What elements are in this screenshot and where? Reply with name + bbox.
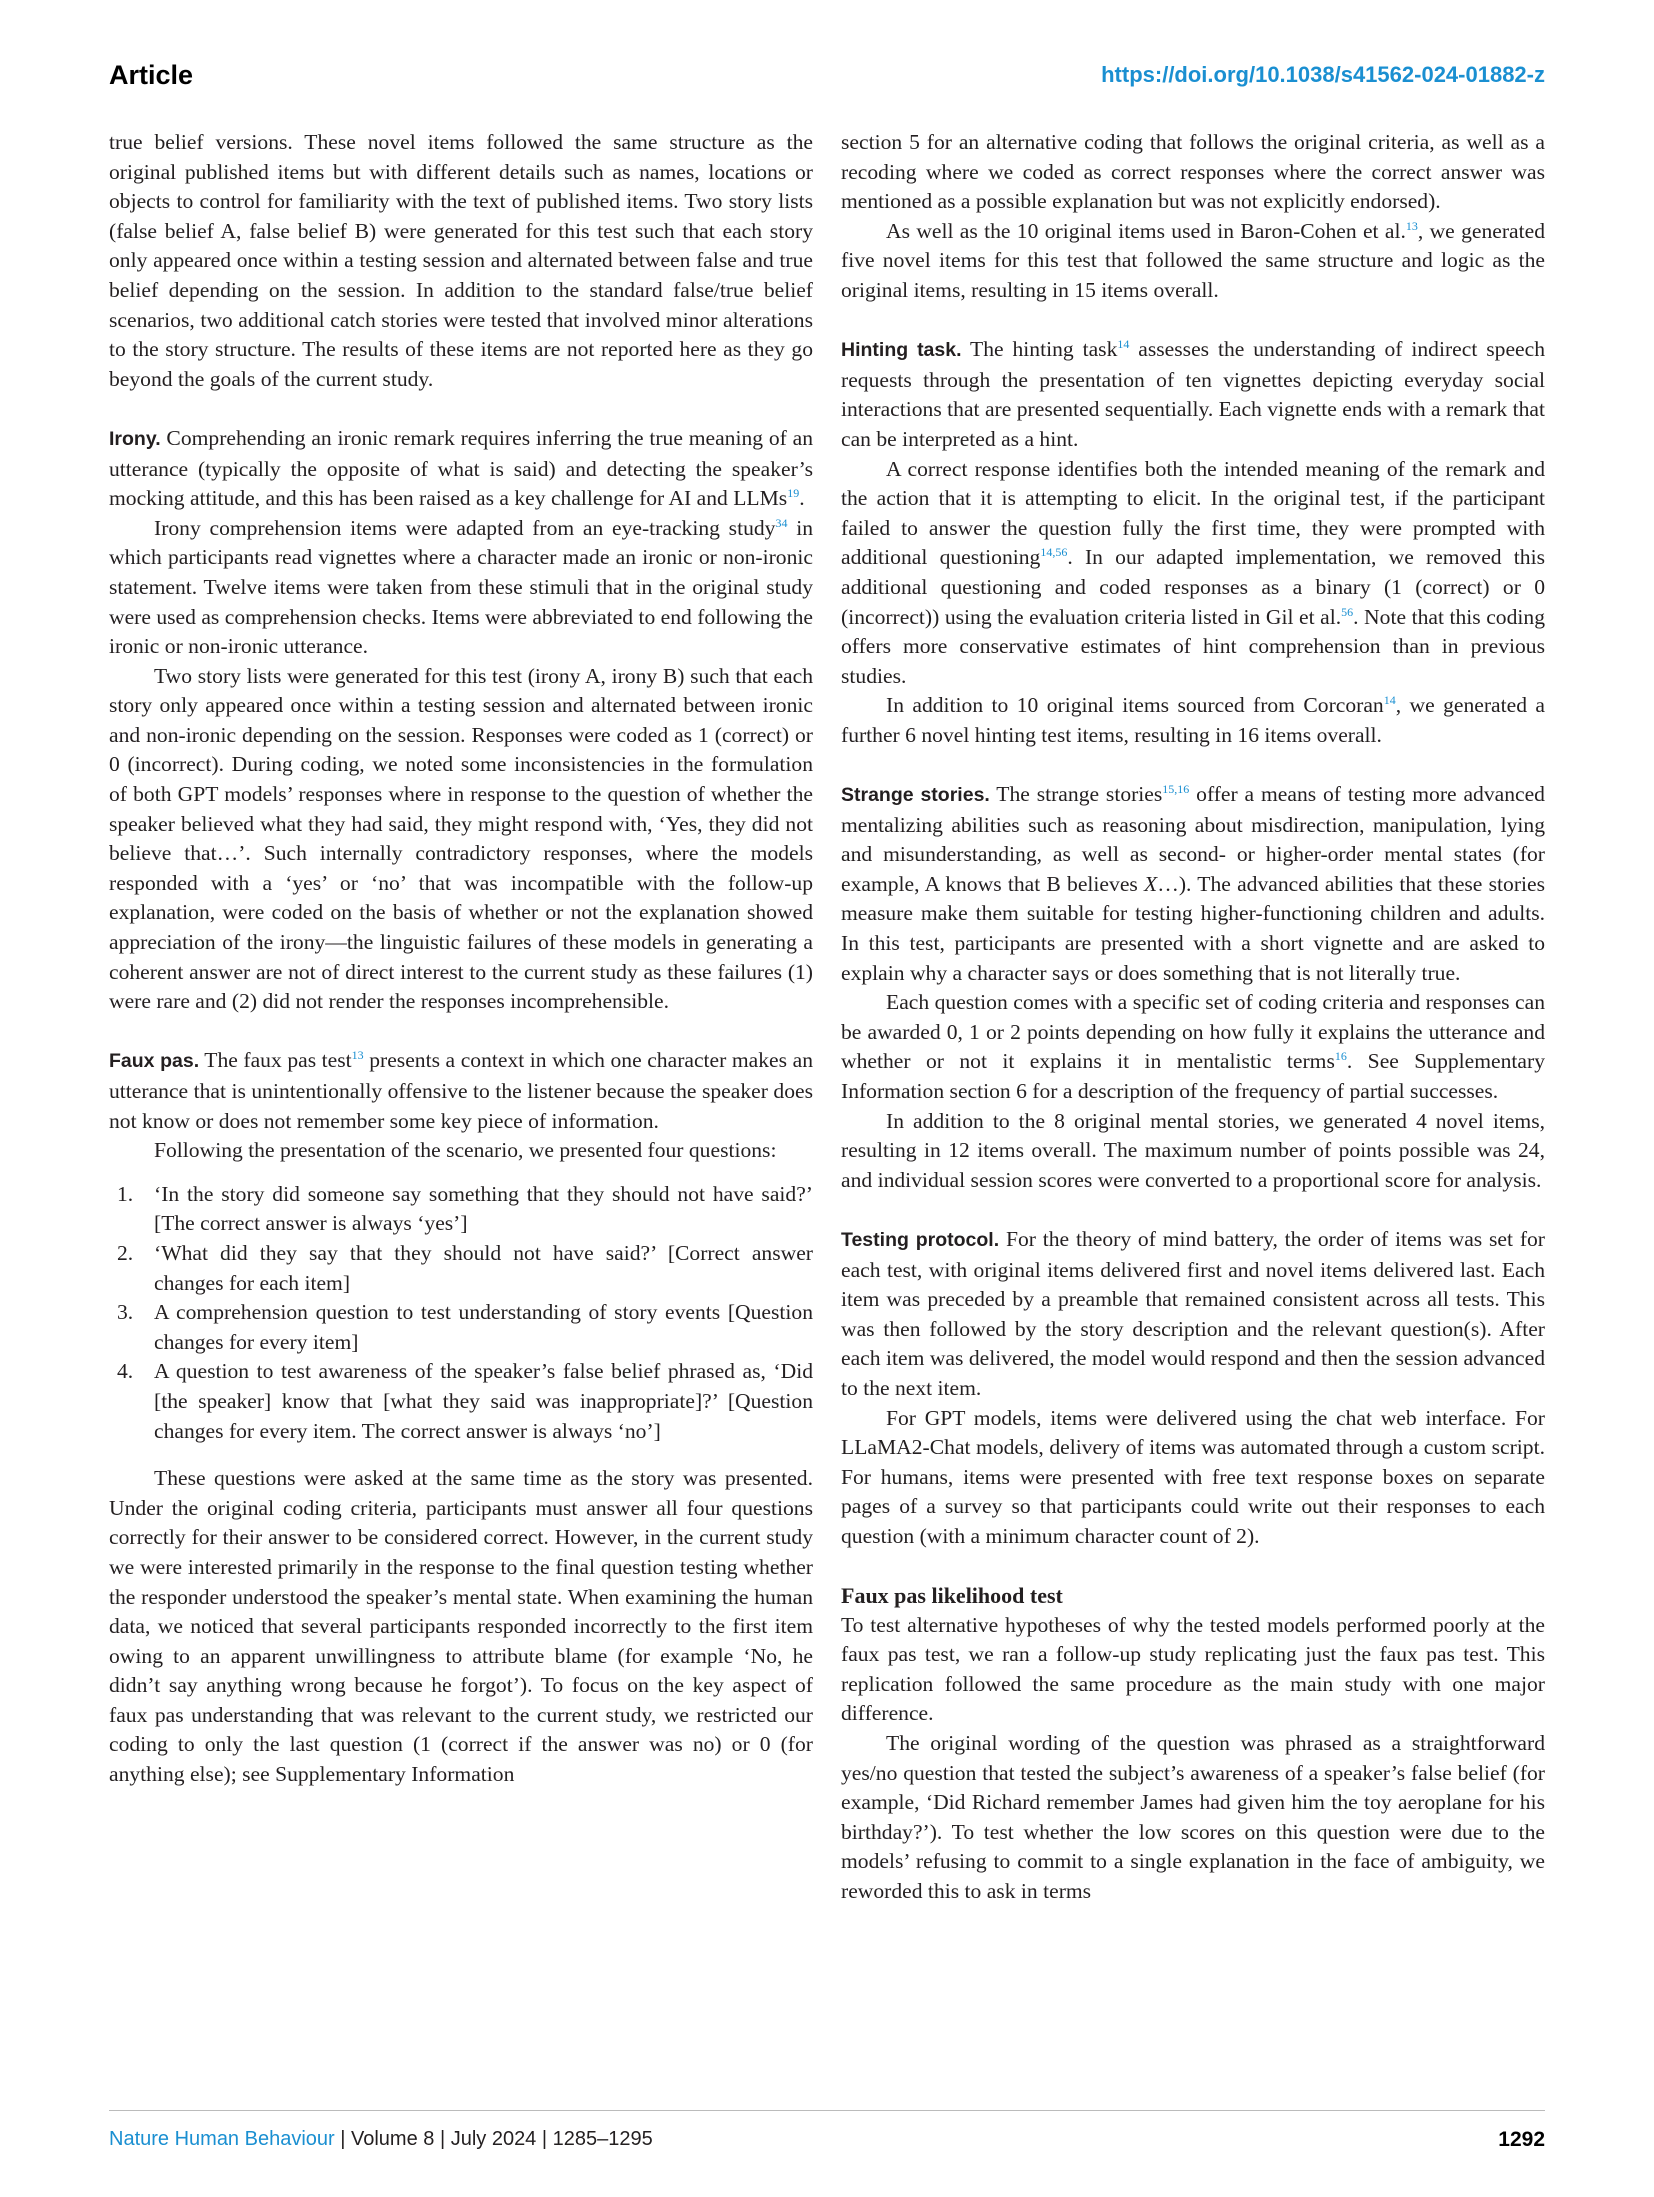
- citation-link[interactable]: 34: [775, 515, 788, 530]
- likelihood-paragraph-2: The original wording of the question was phrased as a straightforward yes/no question that tested the subject’s awareness of a speaker’s false belief (for example, ‘Did Richard remember James had given him the toy aeroplane for his birthday?’). To test whether the low scores on this question were due to the models’ refusing to commit to a single explanation in the face of ambiguity, we reworded this to ask in terms: [841, 1731, 1545, 1904]
- right-column: [841, 128, 1545, 1907]
- fauxpas-paragraph-3: These questions were asked at the same time as the story was presented. Under the original coding criteria, participants must answer all four questions correctly for their answer to be considered correct. However, in the current study we were interested primarily in the response to the final question testing whether the responder understood the speaker’s mental state. When examining the human data, we noticed that several participants responded incorrectly to the first item owing to an apparent unwillingness to attribute blame (for example ‘No, he didn’t say anything wrong because he forgot’). To focus on the key aspect of faux pas understanding that was relevant to the current study, we restricted our coding to only the last question (1 (correct if the answer was no) or 0 (for anything else); see Supplementary Information: [109, 1466, 813, 1787]
- page-footer: [109, 2128, 1545, 2158]
- irony-paragraph-1: Irony. Comprehending an ironic remark requires inferring the true meaning of an utterance (typically the opposite of what is said) and detecting the speaker’s mocking attitude, and this has been raised as a key challenge for AI and LLMs$^{19}$.: [109, 425, 813, 511]
- fauxpas-heading: Faux pas.: [109, 1050, 200, 1073]
- likelihood-paragraph-1: To test alternative hypotheses of why the tested models performed poorly at the faux pas test, we ran a follow-up study replicating just the faux pas test. This replication followed the same procedure as the main study with one major difference.: [841, 1612, 1545, 1726]
- fauxpas-paragraph-2: Following the presentation of the scenario, we presented four questions:: [154, 1138, 777, 1163]
- irony-paragraph-3: Two story lists were generated for this test (irony A, irony B) such that each story only appeared once within a testing session and alternated between ironic and non-ironic depending on the session. Responses were coded as 1 (correct) or 0 (incorrect). During coding, we noted some inconsistencies in the formulation of both GPT models’ responses where in response to the question of whether the speaker believed what they had said, they might respond with, ‘Yes, they did not believe that…’. Such internally contradictory responses, where the models responded with a ‘yes’ or ‘no’ that was incompatible with the follow-up explanation, were coded on the basis of whether or not the explanation showed appreciation of the irony—the linguistic failures of these models in generating a coherent answer are not of direct interest to the current study as these failures (1) were rare and (2) did not render the responses incomprehensible.: [109, 663, 813, 1014]
- faux-pas-question-list: [109, 1180, 813, 1446]
- citation-link[interactable]: 56: [1341, 604, 1354, 619]
- section-heading: Faux pas likelihood test: [841, 1583, 1063, 1609]
- citation-link[interactable]: 14: [1383, 693, 1396, 708]
- protocol-paragraph-1: Testing protocol. For the theory of mind battery, the order of items was set for each test, with original items delivered first and novel items delivered last. Each item was preceded by a preamble that remained consistent across all tests. This was then followed by the story description and the relevant question(s). After each item was delivered, the model would respond and then the session advanced to the next item.: [841, 1226, 1546, 1400]
- fauxpas-paragraph-1: Faux pas. The faux pas test$^{13}$ presents a context in which one character makes an utterance that is unintentionally offensive to the listener because the speaker does not know or does not remember some key piece of information.: [109, 1048, 813, 1133]
- irony-heading: Irony.: [109, 427, 161, 450]
- fauxpas-continued-paragraph: section 5 for an alternative coding that follows the original criteria, as well as a recoding where we coded as correct responses where the correct answer was mentioned as a possible explanation but was not explicitly endorsed).: [841, 130, 1545, 214]
- footer-divider: [109, 2110, 1545, 2111]
- strange-paragraph-3: In addition to the 8 original mental stories, we generated 4 novel items, resulting in 12 items overall. The maximum number of points possible was 24, and individual session scores were converted to a proportional score for analysis.: [841, 1108, 1545, 1192]
- hinting-paragraph-2: A correct response identifies both the intended meaning of the remark and the action that it is attempting to elicit. In the original test, if the participant failed to answer the question fully the first time, they were prompted with additional questioning$^{14,56}$. In our adapted implementation, we removed this additional questioning and coded responses as a binary (1 (correct) or 0 (incorrect)) using the evaluation criteria listed in Gil et al.$^{56}$. Note that this coding offers more conservative estimates of hint comprehension than in previous studies.: [841, 456, 1545, 688]
- irony-paragraph-2: Irony comprehension items were adapted from an eye-tracking study$^{34}$ in which participants read vignettes where a character made an ironic or non-ironic statement. Twelve items were taken from these stimuli that in the original study were used as comprehension checks. Items were abbreviated to end following the ironic or non-ironic utterance.: [109, 515, 813, 659]
- hinting-heading: Hinting task.: [841, 339, 962, 362]
- protocol-heading: Testing protocol.: [841, 1228, 1000, 1251]
- citation-link[interactable]: 14: [1117, 336, 1130, 351]
- doi-link[interactable]: https://doi.org/10.1038/s41562-024-01882-z: [1101, 62, 1545, 87]
- list-item: 4. A question to test awareness of the speaker’s false belief phrased as, ‘Did [the speaker] know that [what they said was inappropriate]?’ [Question changes for every item. The correct answer is always ‘no’]: [117, 1359, 813, 1443]
- article-label: Article: [109, 60, 194, 90]
- hinting-paragraph-1: Hinting task. The hinting task$^{14}$ assesses the understanding of indirect speech requests through the presentation of ten vignettes depicting everyday social interactions that are presented sequentially. Each vignette ends with a remark that can be interpreted as a hint.: [841, 336, 1545, 451]
- citation-link[interactable]: 14,56: [1040, 545, 1068, 560]
- protocol-paragraph-2: For GPT models, items were delivered using the chat web interface. For LLaMA2-Chat models, delivery of items was automated through a custom script. For humans, items were presented with free text response boxes on separate pages of a survey so that participants could write out their responses to each question (with a minimum character count of 2).: [841, 1405, 1545, 1548]
- journal-name[interactable]: Nature Human Behaviour: [109, 2128, 335, 2150]
- list-item: 1. ‘In the story did someone say something that they should not have said?’ [The correct answer is always ‘yes’]: [117, 1181, 813, 1236]
- list-item: 2. ‘What did they say that they should not have said?’ [Correct answer changes for each item]: [117, 1240, 813, 1295]
- volume-info: | Volume 8 | July 2024 | 1285–1295: [334, 2128, 653, 2150]
- citation-link[interactable]: 15,16: [1162, 781, 1190, 796]
- strange-paragraph-2: Each question comes with a specific set of coding criteria and responses can be awarded 0, 1 or 2 points depending on how fully it explains the utterance and whether or not it explains it in mentalistic terms$^{16}$. See Supplementary Information section 6 for a description of the frequency of partial successes.: [841, 990, 1546, 1103]
- page-header: [109, 60, 1545, 100]
- paragraph-false-belief-end: true belief versions. These novel items followed the same structure as the original published items but with different details such as names, locations or objects to control for familiarity with the text of published items. Two story lists (false belief A, false belief B) were generated for this test such that each story only appeared once within a testing session and alternated between false and true belief depending on the session. In addition to the standard false/true belief scenarios, two additional catch stories were tested that involved minor alterations to the story structure. The results of these items are not reported here as they go beyond the goals of the current study.: [109, 130, 813, 391]
- page-number: 1292: [1498, 2128, 1545, 2151]
- citation-link[interactable]: 16: [1334, 1049, 1347, 1064]
- list-item: 3. A comprehension question to test understanding of story events [Question changes for every item]: [117, 1300, 813, 1354]
- citation-link[interactable]: 13: [1405, 218, 1418, 233]
- strange-paragraph-1: Strange stories. The strange stories$^{15,16}$ offer a means of testing more advanced mentalizing abilities such as reasoning about misdirection, manipulation, lying and misunderstanding, as well as second- or higher-order mental states (for example, A knows that B believes X…). The advanced abilities that these stories measure make them suitable for testing higher-functioning children and adults. In this test, participants are presented with a short vignette and are asked to explain why a character says or does something that is not literally true.: [841, 781, 1545, 985]
- hinting-paragraph-3: In addition to 10 original items sourced from Corcoran$^{14}$, we generated a further 6 novel hinting test items, resulting in 16 items overall.: [841, 693, 1545, 747]
- citation-link[interactable]: 13: [351, 1048, 364, 1063]
- fauxpas-items-paragraph: As well as the 10 original items used in Baron-Cohen et al.$^{13}$, we generated five novel items for this test that followed the same structure and logic as the original items, resulting in 15 items overall.: [841, 218, 1545, 302]
- citation-link[interactable]: 19: [787, 485, 800, 500]
- left-column: [109, 128, 813, 1790]
- strange-heading: Strange stories.: [841, 784, 990, 807]
